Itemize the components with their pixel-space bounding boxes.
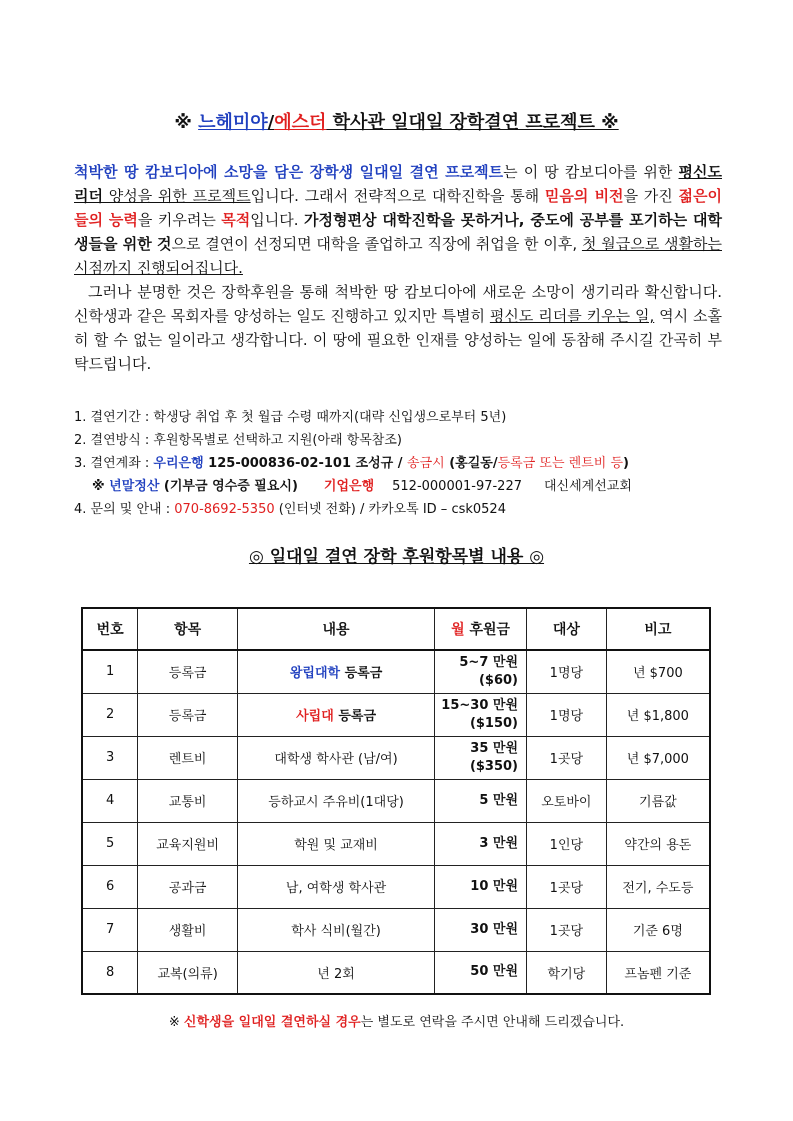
table-row	[82, 650, 710, 693]
yearend-receipt: (기부금 영수증 필요시)	[159, 479, 298, 494]
cell-target: 1명당	[527, 693, 607, 736]
cell-amount-usd: ($350)	[469, 758, 519, 774]
cell-target: 1명당	[527, 650, 607, 693]
cell-no: 8	[82, 951, 138, 994]
sponsorship-table	[81, 607, 711, 995]
intro-highlight-ability: 젊은이들의 능력	[74, 187, 722, 229]
page-title	[0, 108, 793, 134]
account-note-close: )	[623, 456, 629, 471]
cell-no: 3	[82, 736, 138, 779]
cell-amount: 50 만원	[435, 951, 527, 994]
cell-target: 오토바이	[527, 779, 607, 822]
title-name-nehemiah: 느헤미야	[198, 112, 268, 133]
cell-no: 5	[82, 822, 138, 865]
intro-text-span: 입니다.	[250, 211, 304, 229]
account-note-red: 등록금 또는 렌트비 등	[497, 456, 624, 471]
cell-note: 전기, 수도등	[606, 865, 710, 908]
header-amount-month: 월	[451, 622, 465, 638]
contact-label: 4. 문의 및 안내 :	[74, 502, 175, 517]
footnote-highlight: 신학생을 일대일 결연하실 경우	[183, 1015, 361, 1030]
table-row	[82, 736, 710, 779]
table-row	[82, 693, 710, 736]
yearend-label: 년말정산	[109, 479, 160, 494]
table-header-row	[82, 608, 710, 650]
cell-note: 년 $1,800	[606, 693, 710, 736]
cell-no: 7	[82, 908, 138, 951]
cell-content: 등하교시 주유비(1대당)	[237, 779, 434, 822]
cell-no: 1	[82, 650, 138, 693]
cell-note: 기준 6명	[606, 908, 710, 951]
cell-content-rest: 등록금	[333, 709, 376, 724]
cell-item: 교복(의류)	[138, 951, 238, 994]
intro-text-span: 양성을 위한 프로젝트	[102, 187, 251, 205]
cell-content: 대학생 학사관 (남/여)	[237, 736, 434, 779]
cell-amount: 5 만원	[435, 779, 527, 822]
info-item-yearend	[74, 475, 734, 498]
footnote-mark: ※	[168, 1015, 184, 1030]
cell-no: 6	[82, 865, 138, 908]
header-content: 내용	[237, 608, 434, 650]
intro-paragraph-2	[74, 280, 722, 376]
cell-amount-krw: 15~30 만원	[441, 697, 519, 713]
intro-text-span: 역시 소홀히 할 수 없는 일이라고 생각합니다. 이 땅에 필요한 인재를 양성하는 일에 동참해 주시길 간곡히 부탁드립니다.	[74, 307, 722, 373]
intro-text-span: 입니다. 그래서 전략적으로 대학진학을 통해	[250, 187, 545, 205]
account-number: 125-000836-02-101 조성규 /	[203, 456, 408, 471]
cell-amount	[435, 650, 527, 693]
table-row	[82, 865, 710, 908]
intro-highlight-lay-leader: 평신도 리더를 키우는 일,	[489, 307, 655, 325]
title-slash: /	[267, 112, 275, 133]
header-no: 번호	[82, 608, 138, 650]
cell-content-rest: 등록금	[340, 666, 383, 682]
cell-amount: 30 만원	[435, 908, 527, 951]
intro-highlight-leader: 평신도 리더	[74, 163, 722, 205]
account-remit-label: 송금시	[407, 456, 445, 471]
intro-text-span: 그러나 분명한 것은 장학후원을 통해 척박한 땅 캄보디아에 새로운 소망이 생기리라 확신합니다. 신학생과 같은 목회자를 양성하는 일도 진행하고 있지만 특별히	[74, 283, 722, 325]
cell-content: 학원 및 교재비	[237, 822, 434, 865]
cell-target: 1곳당	[527, 908, 607, 951]
cell-item: 등록금	[138, 693, 238, 736]
info-item-contact	[74, 498, 734, 521]
contact-phone: 070-8692-5350	[174, 502, 275, 517]
cell-amount-usd: ($150)	[469, 715, 519, 731]
section-subtitle-text: ◎ 일대일 결연 장학 후원항목별 내용 ◎	[248, 547, 545, 567]
cell-note: 약간의 용돈	[606, 822, 710, 865]
cell-item: 공과금	[138, 865, 238, 908]
info-item-period: 1. 결연기간 : 학생당 취업 후 첫 월급 수령 때까지(대략 신입생으로부터 5년)	[74, 410, 507, 425]
cell-target: 1곳당	[527, 865, 607, 908]
cell-amount-krw: 5~7 만원	[459, 654, 519, 670]
cell-amount-krw: 35 만원	[470, 740, 519, 756]
intro-text-span: 으로 결연이 선정되면 대학을 졸업하고 직장에 취업을 한 이후,	[171, 235, 582, 253]
account-label: 3. 결연계좌 :	[74, 456, 154, 471]
cell-content: 년 2회	[237, 951, 434, 994]
account-bank: 우리은행	[153, 456, 204, 471]
cell-amount	[435, 693, 527, 736]
cell-item: 렌트비	[138, 736, 238, 779]
cell-amount: 3 만원	[435, 822, 527, 865]
cell-item: 교통비	[138, 779, 238, 822]
cell-amount-usd: ($60)	[478, 672, 519, 688]
info-item-account	[74, 452, 734, 475]
yearend-account: 512-000001-97-227	[392, 479, 522, 494]
cell-item: 교육지원비	[138, 822, 238, 865]
title-prefix: ※	[174, 112, 199, 133]
cell-item: 등록금	[138, 650, 238, 693]
header-note: 비고	[606, 608, 710, 650]
intro-highlight-vision: 믿음의 비전	[544, 187, 624, 205]
cell-item: 생활비	[138, 908, 238, 951]
intro-highlight-purpose: 목적	[221, 211, 251, 229]
intro-paragraph-1	[74, 160, 722, 280]
table-row	[82, 779, 710, 822]
footnote-rest: 는 별도로 연락을 주시면 안내해 드리겠습니다.	[360, 1015, 625, 1030]
table-row	[82, 951, 710, 994]
cell-target: 학기당	[527, 951, 607, 994]
table-row	[82, 822, 710, 865]
intro-highlight-first-salary: 첫 월급으로 생활하는 시점까지 진행되어집니다.	[74, 235, 722, 277]
yearend-church: 대신세계선교회	[544, 479, 632, 494]
yearend-mark: ※	[92, 479, 110, 494]
intro-text-span: 을 가진	[623, 187, 679, 205]
intro-text	[74, 160, 722, 376]
intro-text-span: 는 이 땅 캄보디아를 위한	[503, 163, 679, 181]
cell-content-highlight: 사립대	[296, 709, 334, 724]
cell-target: 1인당	[527, 822, 607, 865]
cell-amount	[435, 736, 527, 779]
intro-text-span: 을 키우려는	[137, 211, 222, 229]
contact-rest: (인터넷 전화) / 카카오톡 ID – csk0524	[274, 502, 506, 517]
cell-note: 프놈펜 기준	[606, 951, 710, 994]
cell-no: 4	[82, 779, 138, 822]
cell-note: 기름값	[606, 779, 710, 822]
cell-content: 학사 식비(월간)	[237, 908, 434, 951]
info-item-method: 2. 결연방식 : 후원항목별로 선택하고 지원(아래 항목참조)	[74, 433, 402, 448]
table-footnote	[0, 1011, 793, 1030]
title-name-esther: 에스더	[274, 112, 327, 133]
cell-content: 남, 여학생 학사관	[237, 865, 434, 908]
cell-no: 2	[82, 693, 138, 736]
yearend-bank: 기업은행	[323, 479, 375, 494]
cell-note: 년 $700	[606, 650, 710, 693]
cell-content-highlight: 왕립대학	[289, 666, 341, 682]
header-amount-label: 후원금	[464, 622, 511, 638]
section-subtitle	[0, 542, 793, 567]
info-list	[74, 406, 734, 521]
header-item: 항목	[138, 608, 238, 650]
title-rest: 학사관 일대일 장학결연 프로젝트 ※	[326, 112, 619, 133]
header-target: 대상	[527, 608, 607, 650]
cell-amount: 10 만원	[435, 865, 527, 908]
cell-content	[237, 693, 434, 736]
header-amount	[435, 608, 527, 650]
intro-highlight-project: 척박한 땅 캄보디아에 소망을 담은 장학생 일대일 결연 프로젝트	[74, 163, 504, 181]
cell-note: 년 $7,000	[606, 736, 710, 779]
account-note-open: (홍길동/	[444, 456, 498, 471]
intro-highlight-target-students: 가정형편상 대학진학을 못하거나, 중도에 공부를 포기하는 대학생들을 위한 것	[74, 211, 722, 253]
table-row	[82, 908, 710, 951]
cell-target: 1곳당	[527, 736, 607, 779]
cell-content	[237, 650, 434, 693]
